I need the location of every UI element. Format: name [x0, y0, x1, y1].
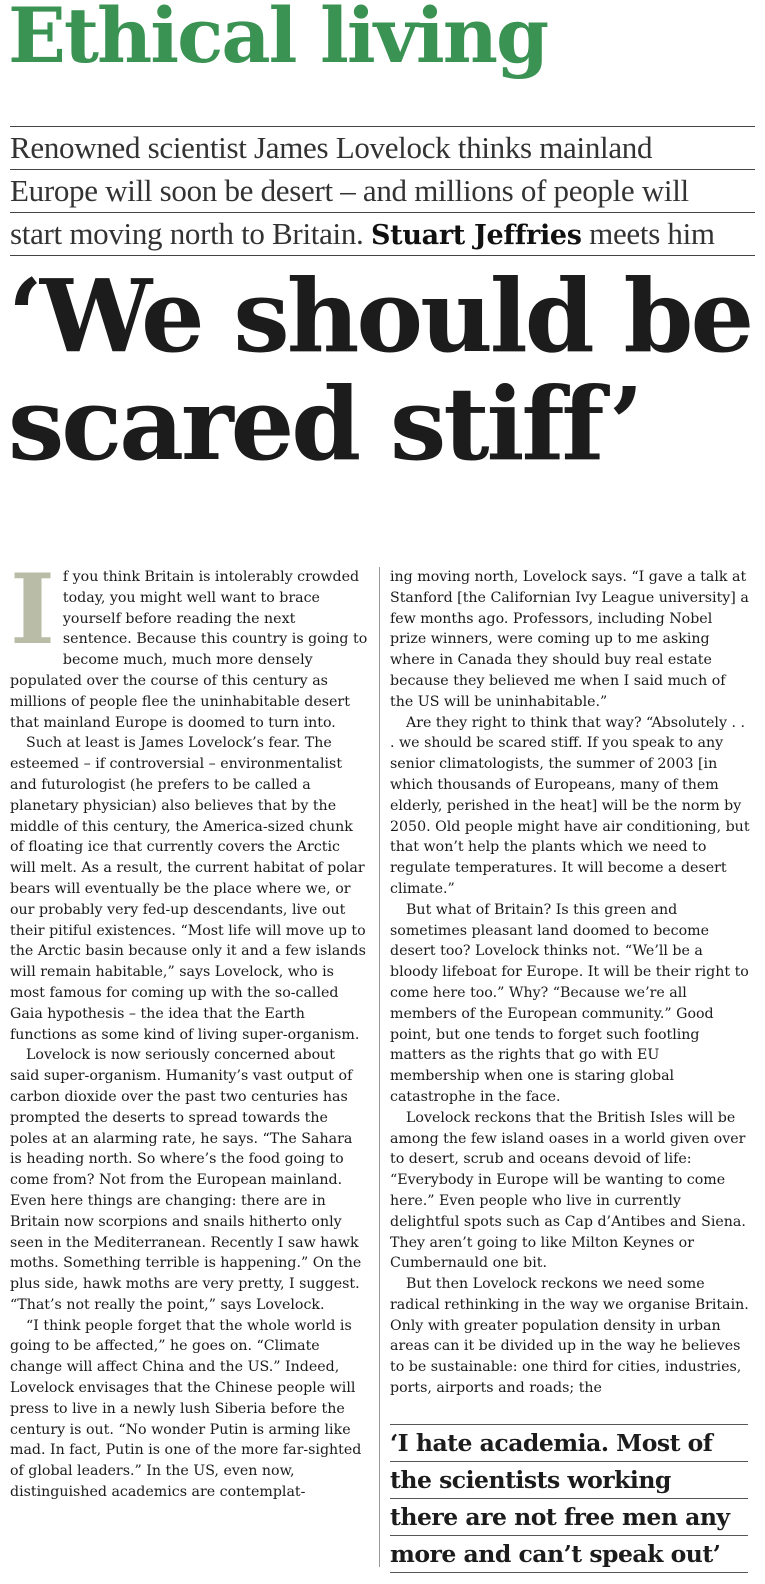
article-paragraph: Such at least is James Lovelock’s fear. The esteemed – if controversial – environmentalist and futurologist (he prefers to be called a planetary physician) also believes that by the middle of this century, the America-sized chunk of floating ice that currently covers the Arctic will melt. As a result, the current habitat of polar bears will eventually be the place where we, or our probably very fed-up descendants, live out their pitiful existences. “Most life will move up to the Arctic basin because only it and a few islands will remain habitable,” says Lovelock, who is most famous for coming up with the so-called Gaia hypothesis – the idea that the Earth functions as some kind of living super-organism.: [10, 735, 366, 1043]
pull-quote-line: more and can’t speak out’: [390, 1535, 748, 1573]
standfirst: [10, 126, 755, 256]
author-name: Stuart Jeffries: [370, 220, 582, 251]
standfirst-line: start moving north to Britain.: [10, 216, 364, 251]
headline: [8, 257, 765, 483]
drop-cap: I: [10, 553, 55, 666]
pull-quote: [390, 1424, 748, 1573]
article-column-2: [390, 567, 750, 1399]
standfirst-line: Europe will soon be desert – and millions of people will: [10, 169, 755, 212]
column-divider: [379, 567, 380, 1567]
headline-line: ‘We should be: [8, 257, 752, 375]
article-paragraph: But then Lovelock reckons we need some radical rethinking in the way we organise Britain. Only with greater population density in urban areas can it be divided up in the way he believes to be sustainable: one third for cities, industries, ports, airports and roads; the: [390, 1276, 749, 1397]
article-paragraph: “I think people forget that the whole world is going to be affected,” he goes on. “Climate change will affect China and the US.” Indeed, Lovelock envisages that the Chinese people will press to live in a newly lush Siberia before the century is out. “No wonder Putin is arming like mad. In fact, Putin is one of the more far-sighted of global leaders.” In the US, even now, distinguished academics are contemplat-: [10, 1317, 362, 1501]
article-paragraph: But what of Britain? Is this green and sometimes pleasant land doomed to become desert too? Lovelock thinks not. “We’ll be a bloody lifeboat for Europe. It will be their right to come here too.” Why? “Because we’re all members of the European community.” Good point, but one tends to forget such footling matters as the rights that go with EU membership when one is staring global catastrophe in the face.: [390, 901, 749, 1105]
section-title: Ethical living: [8, 0, 548, 80]
article-paragraph: ing moving north, Lovelock says. “I gave a talk at Stanford [the Californian Ivy League university] a few months ago. Professors, including Nobel prize winners, were coming up to me asking where in Canada they should buy real estate because they believed me when I said much of the US will be uninhabitable.”: [390, 569, 749, 710]
pull-quote-line: there are not free men any: [390, 1498, 748, 1535]
pull-quote-line: the scientists working: [390, 1461, 748, 1498]
article-paragraph: Lovelock is now seriously concerned about said super-organism. Humanity’s vast output of carbon dioxide over the past two centuries has prompted the deserts to spread towards the poles at an alarming rate, he says. “The Sahara is heading north. So where’s the food going to come from? Not from the European mainland. Even here things are changing: there are in Britain now scorpions and snails hitherto only seen in the Mediterranean. Recently I saw hawk moths. Something terrible is happening.” On the plus side, hawk moths are very pretty, I suggest. “That’s not really the point,” says Lovelock.: [10, 1047, 362, 1313]
article-paragraph: Are they right to think that way? “Absolutely . . . we should be scared stiff. If you speak to any senior climatologists, the summer of 2003 [in which thousands of Europeans, many of them elderly, perished in the heat] will be the norm by 2050. Old people might have air conditioning, but that won’t help the plants which we need to regulate temperatures. It will become a desert climate.”: [390, 714, 750, 897]
headline-line: scared stiff’: [8, 365, 641, 483]
standfirst-line: Renowned scientist James Lovelock thinks mainland: [10, 126, 755, 169]
standfirst-line-byline: [10, 212, 755, 256]
standfirst-suffix: meets him: [581, 216, 715, 251]
paragraph-text: f you think Britain is intolerably crowded today, you might well want to brace yourself before reading the next sentence. Because this country is going to become much, much more densely populated over the course of this century as millions of people flee the uninhabitable desert that mainland Europe is doomed to turn into.: [10, 569, 368, 731]
article-column-1: [10, 553, 368, 1503]
article-paragraph: [10, 553, 368, 733]
article-paragraph: Lovelock reckons that the British Isles will be among the few island oases in a world given over to desert, scrub and oceans devoid of life: “Everybody in Europe will be wanting to come here.” Even people who live in currently delightful spots such as Cap d’Antibes and Siena. They aren’t going to like Milton Keynes or Cumbernauld one bit.: [390, 1109, 746, 1272]
pull-quote-line: ‘I hate academia. Most of: [390, 1424, 748, 1461]
